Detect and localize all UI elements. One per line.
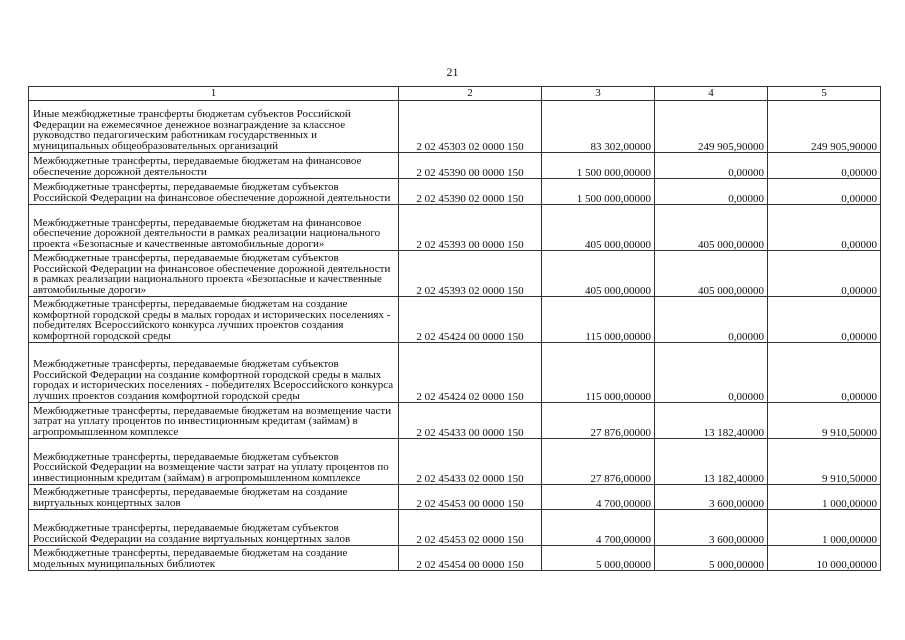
row-value-col5: 1 000,00000	[768, 510, 881, 546]
row-value-col3: 4 700,00000	[542, 485, 655, 510]
row-value-col4: 0,00000	[655, 343, 768, 403]
row-value-col5: 249 905,90000	[768, 101, 881, 153]
row-description: Межбюджетные трансферты, передаваемые бюджетам на создание модельных муниципальных библиотек	[29, 546, 399, 571]
row-code: 2 02 45303 02 0000 150	[399, 101, 542, 153]
row-description: Межбюджетные трансферты, передаваемые бюджетам субъектов Российской Федерации на финансовое обеспечение дорожной деятельности в рамках реализации национального проекта «Безопасные и качественные автомобильные дороги»	[29, 251, 399, 297]
table-row	[29, 251, 881, 297]
row-description: Межбюджетные трансферты, передаваемые бюджетам субъектов Российской Федерации на возмещение части затрат на уплату процентов по инвестиционным кредитам (займам) в агропромышленном комплексе	[29, 439, 399, 485]
table-row	[29, 205, 881, 251]
row-code: 2 02 45393 02 0000 150	[399, 251, 542, 297]
row-value-col3: 405 000,00000	[542, 205, 655, 251]
row-code: 2 02 45393 00 0000 150	[399, 205, 542, 251]
row-description: Межбюджетные трансферты, передаваемые бюджетам на финансовое обеспечение дорожной деятельности	[29, 153, 399, 179]
table-row	[29, 439, 881, 485]
row-value-col4: 405 000,00000	[655, 205, 768, 251]
row-value-col4: 5 000,00000	[655, 546, 768, 571]
row-description: Межбюджетные трансферты, передаваемые бюджетам субъектов Российской Федерации на создание виртуальных концертных залов	[29, 510, 399, 546]
row-code: 2 02 45453 02 0000 150	[399, 510, 542, 546]
row-value-col4: 0,00000	[655, 179, 768, 205]
header-row	[29, 87, 881, 101]
row-code: 2 02 45433 02 0000 150	[399, 439, 542, 485]
row-code: 2 02 45390 02 0000 150	[399, 179, 542, 205]
row-value-col4: 0,00000	[655, 297, 768, 343]
row-value-col4: 249 905,90000	[655, 101, 768, 153]
column-header-3: 3	[542, 87, 655, 101]
row-description: Межбюджетные трансферты, передаваемые бюджетам на возмещение части затрат на уплату процентов по инвестиционным кредитам (займам) в агропромышленном комплексе	[29, 403, 399, 439]
table-row	[29, 546, 881, 571]
table-row	[29, 179, 881, 205]
row-value-col3: 115 000,00000	[542, 297, 655, 343]
row-value-col3: 83 302,00000	[542, 101, 655, 153]
row-value-col5: 1 000,00000	[768, 485, 881, 510]
table-row	[29, 343, 881, 403]
row-value-col5: 0,00000	[768, 297, 881, 343]
row-value-col3: 27 876,00000	[542, 403, 655, 439]
row-description: Межбюджетные трансферты, передаваемые бюджетам на создание комфортной городской среды в малых городах и исторических поселениях - победителях Всероссийского конкурса лучших проектов создания комфортной городской среды	[29, 297, 399, 343]
row-value-col5: 0,00000	[768, 205, 881, 251]
row-value-col5: 9 910,50000	[768, 403, 881, 439]
page-number: 21	[446, 65, 459, 79]
row-value-col4: 0,00000	[655, 153, 768, 179]
column-header-2: 2	[399, 87, 542, 101]
table-row	[29, 403, 881, 439]
table-row	[29, 153, 881, 179]
row-value-col4: 405 000,00000	[655, 251, 768, 297]
row-value-col5: 0,00000	[768, 343, 881, 403]
table-row	[29, 101, 881, 153]
row-code: 2 02 45390 00 0000 150	[399, 153, 542, 179]
row-value-col5: 0,00000	[768, 251, 881, 297]
row-value-col3: 1 500 000,00000	[542, 179, 655, 205]
row-code: 2 02 45424 00 0000 150	[399, 297, 542, 343]
row-code: 2 02 45424 02 0000 150	[399, 343, 542, 403]
row-value-col3: 4 700,00000	[542, 510, 655, 546]
row-value-col3: 405 000,00000	[542, 251, 655, 297]
row-value-col3: 27 876,00000	[542, 439, 655, 485]
table-row	[29, 485, 881, 510]
row-code: 2 02 45453 00 0000 150	[399, 485, 542, 510]
row-description: Иные межбюджетные трансферты бюджетам субъектов Российской Федерации на ежемесячное денежное вознаграждение за классное руководство педагогическим работникам государственных и муниципальных общеобразовательных организаций	[29, 101, 399, 153]
row-description: Межбюджетные трансферты, передаваемые бюджетам субъектов Российской Федерации на финансовое обеспечение дорожной деятельности	[29, 179, 399, 205]
table-row	[29, 510, 881, 546]
row-value-col3: 115 000,00000	[542, 343, 655, 403]
column-header-1: 1	[29, 87, 399, 101]
row-value-col3: 5 000,00000	[542, 546, 655, 571]
row-value-col5: 10 000,00000	[768, 546, 881, 571]
row-value-col4: 3 600,00000	[655, 485, 768, 510]
column-header-4: 4	[655, 87, 768, 101]
row-value-col4: 13 182,40000	[655, 403, 768, 439]
row-value-col4: 13 182,40000	[655, 439, 768, 485]
row-description: Межбюджетные трансферты, передаваемые бюджетам на финансовое обеспечение дорожной деятельности в рамках реализации национального проекта «Безопасные и качественные автомобильные дороги»	[29, 205, 399, 251]
row-description: Межбюджетные трансферты, передаваемые бюджетам субъектов Российской Федерации на создание комфортной городской среды в малых городах и исторических поселениях - победителях Всероссийского конкурса лучших проектов создания комфортной городской среды	[29, 343, 399, 403]
row-value-col3: 1 500 000,00000	[542, 153, 655, 179]
table-row	[29, 297, 881, 343]
row-code: 2 02 45454 00 0000 150	[399, 546, 542, 571]
row-value-col4: 3 600,00000	[655, 510, 768, 546]
budget-table	[28, 86, 881, 571]
row-description: Межбюджетные трансферты, передаваемые бюджетам на создание виртуальных концертных залов	[29, 485, 399, 510]
row-value-col5: 9 910,50000	[768, 439, 881, 485]
row-value-col5: 0,00000	[768, 179, 881, 205]
row-code: 2 02 45433 00 0000 150	[399, 403, 542, 439]
column-header-5: 5	[768, 87, 881, 101]
row-value-col5: 0,00000	[768, 153, 881, 179]
